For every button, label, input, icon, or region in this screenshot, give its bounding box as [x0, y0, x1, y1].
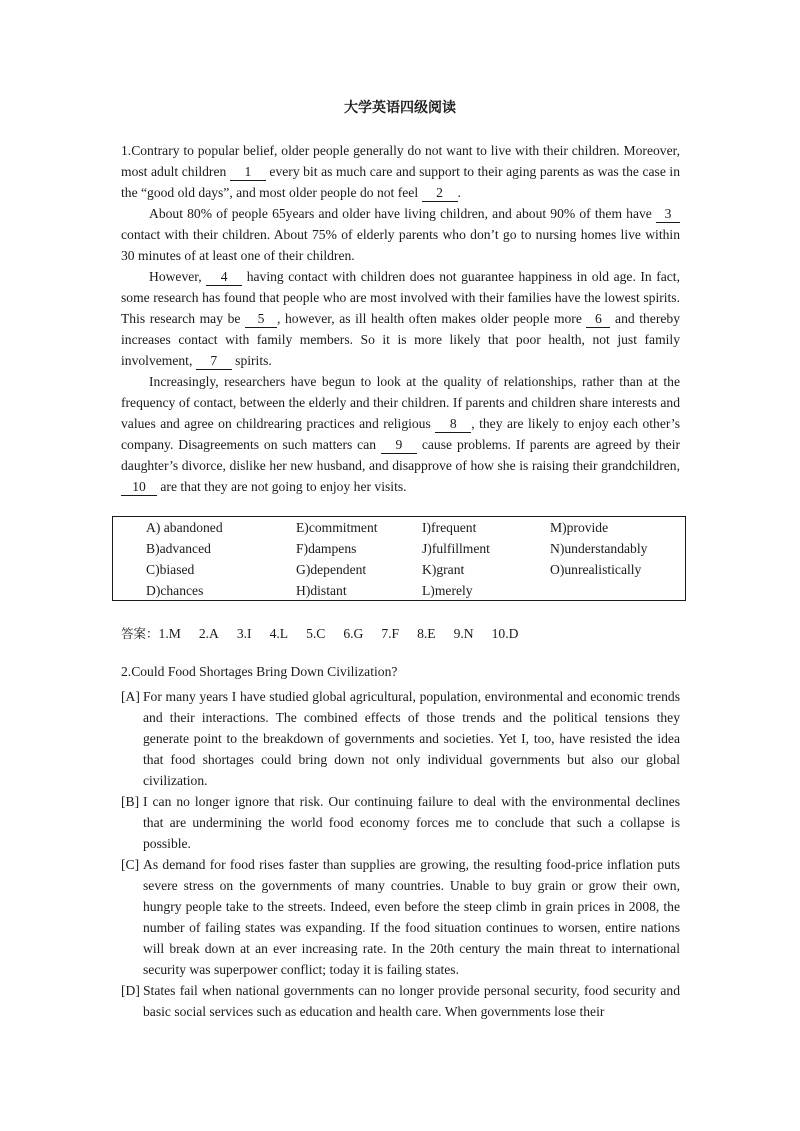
text-run: , they are likely to enjoy each other’s company. Disagreements on such matters can [121, 416, 680, 452]
paragraph-text: States fail when national governments can no longer provide personal security, food security and basic social services such as education and health care. When governments lose their [143, 983, 680, 1019]
option-i: I)frequent [422, 520, 477, 535]
passage-1-paragraph-2 [121, 203, 680, 266]
paragraph-a [121, 686, 680, 791]
option-h: H)distant [296, 583, 347, 598]
paragraph-label: [D] [121, 983, 140, 998]
option-f: F)dampens [296, 541, 357, 556]
answer-item: 5.C [306, 626, 326, 641]
answer-item: 10.D [491, 626, 519, 641]
text-run: About 80% of people 65years and older have living children, and about 90% of them have [149, 206, 656, 221]
answer-item: 8.E [417, 626, 436, 641]
answer-item: 6.G [343, 626, 364, 641]
paragraph-label: [A] [121, 689, 140, 704]
page-title: 大学英语四级阅读 [344, 100, 456, 116]
answer-key [121, 624, 536, 642]
text-run: 1.Contrary to popular belief, older people generally do not want to live with their children. Moreover, most adult children [121, 143, 680, 179]
option-m: M)provide [550, 520, 609, 535]
text-run: spirits. [231, 353, 272, 368]
text-run: having contact with children does not guarantee happiness in old age. In fact, some research has found that people who are most involved with their families have the lowest spirits. This research may be [121, 269, 680, 326]
text-run: Increasingly, researchers have begun to look at the quality of relationships, rather than at the frequency of contact, between the elderly and their children. If parents and children share interests and values and agree on childrearing practices and religious [121, 374, 680, 431]
passage-1-paragraph-4 [121, 371, 680, 497]
answer-item: 9.N [453, 626, 474, 641]
passage-1 [121, 140, 680, 497]
answer-item: 1.M [158, 626, 181, 641]
option-a: A) abandoned [146, 520, 223, 535]
paragraph-d [121, 980, 680, 1022]
option-k: K)grant [422, 562, 465, 577]
blank-1: 1 [230, 164, 266, 181]
blank-3: 3 [656, 206, 680, 223]
option-c: C)biased [146, 562, 195, 577]
paragraph-c [121, 854, 680, 980]
text-run: every bit as much care and support to their aging parents as was the case in the “good old days”, and most older people do not feel [121, 164, 680, 200]
word-bank-box [112, 516, 686, 601]
option-e: E)commitment [296, 520, 378, 535]
blank-7: 7 [196, 353, 232, 370]
text-run: and thereby increases contact with family members. So it is more likely that poor health, not just family involvement, [121, 311, 680, 368]
answer-label: 答案： [121, 626, 159, 641]
passage-2 [121, 686, 680, 1022]
paragraph-label: [C] [121, 857, 140, 872]
blank-10: 10 [121, 479, 157, 496]
answer-item: 4.L [269, 626, 289, 641]
blank-5: 5 [245, 311, 277, 328]
passage-1-paragraph-1 [121, 140, 680, 203]
blank-8: 8 [435, 416, 471, 433]
answer-item: 3.I [236, 626, 252, 641]
text-run: contact with their children. About 75% of elderly parents who don’t go to nursing homes live within 30 minutes of at least one of their children. [121, 227, 680, 263]
paragraph-label: [B] [121, 794, 140, 809]
passage-2-title: 2.Could Food Shortages Bring Down Civilization? [121, 664, 398, 679]
option-b: B)advanced [146, 541, 211, 556]
text-run: , however, as ill health often makes older people more [277, 311, 587, 326]
option-j: J)fulfillment [422, 541, 490, 556]
text-run: cause problems. If parents are agreed by their daughter’s divorce, dislike her new husband, and disapprove of how she is raising their grandchildren, [121, 437, 680, 473]
option-l: L)merely [422, 583, 473, 598]
answer-item: 2.A [198, 626, 219, 641]
text-run: . [457, 185, 461, 200]
option-g: G)dependent [296, 562, 367, 577]
option-d: D)chances [146, 583, 204, 598]
paragraph-text: I can no longer ignore that risk. Our continuing failure to deal with the environmental declines that are undermining the world food economy forces me to conclude that such a collapse is possible. [143, 794, 680, 851]
text-run: are that they are not going to enjoy her visits. [157, 479, 407, 494]
blank-2: 2 [422, 185, 458, 202]
paragraph-text: As demand for food rises faster than supplies are growing, the resulting food-price inflation puts severe stress on the governments of many countries. Unable to buy grain or grow their own, hungry people take to the streets. Indeed, even before the steep climb in grain prices in 2008, the number of failing states was expanding. If the food situation continues to worsen, entire nations will break down at an ever increasing rate. In the 20th century the main threat to international security was superpower conflict; today it is failing states. [143, 857, 680, 977]
paragraph-b [121, 791, 680, 854]
blank-4: 4 [206, 269, 242, 286]
passage-1-paragraph-3 [121, 266, 680, 371]
text-run: However, [149, 269, 207, 284]
blank-6: 6 [586, 311, 610, 328]
option-n: N)understandably [550, 541, 648, 556]
option-o: O)unrealistically [550, 562, 642, 577]
answer-item: 7.F [381, 626, 400, 641]
blank-9: 9 [381, 437, 417, 454]
paragraph-text: For many years I have studied global agricultural, population, environmental and economic trends and their interactions. The combined effects of those trends and the political tensions they generate point to the breakdown of governments and societies. Yet I, too, have resisted the idea that food shortages could bring down not only individual governments but also our global civilization. [143, 689, 680, 788]
